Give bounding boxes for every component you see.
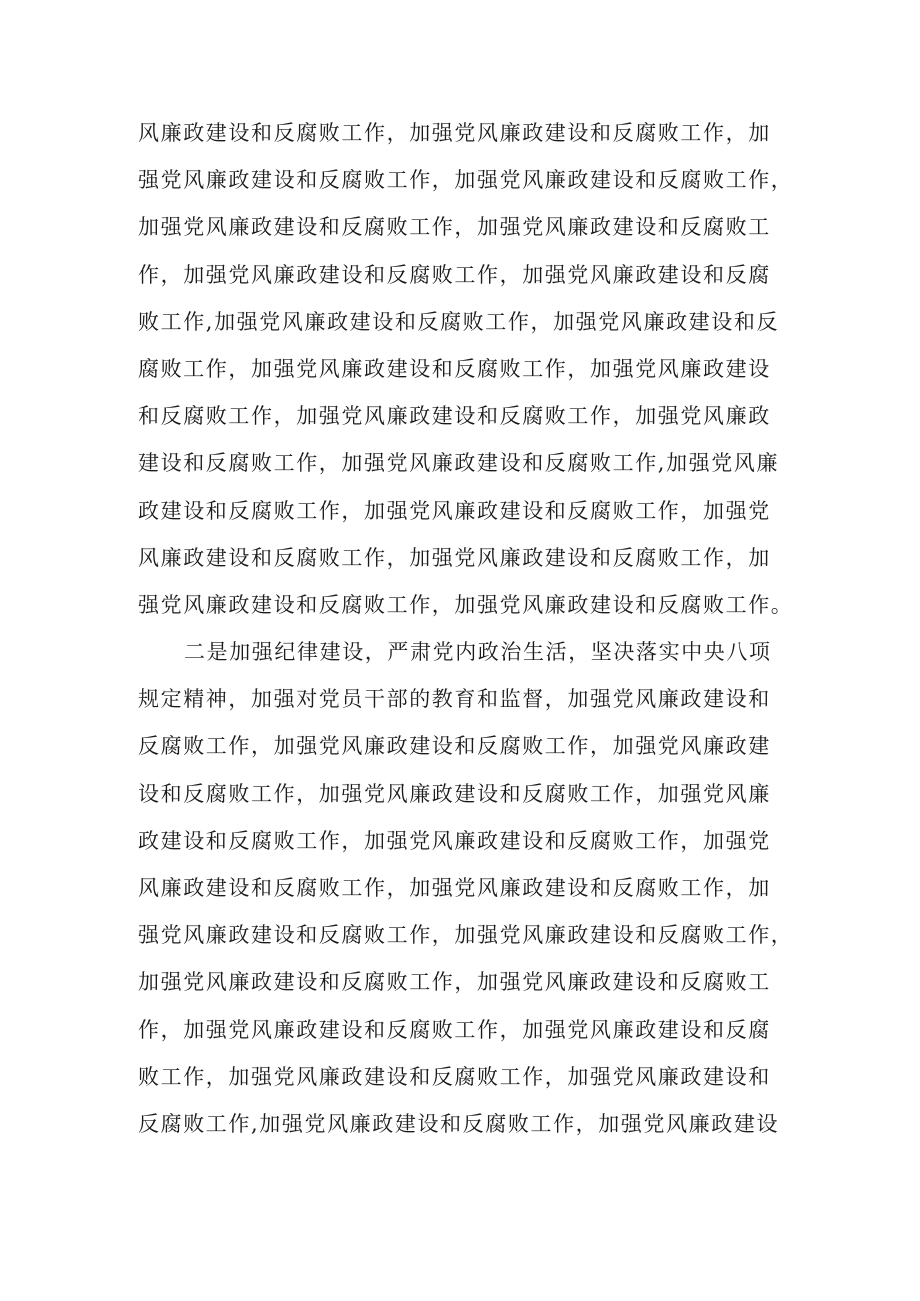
paragraph-line: 风廉政建设和反腐败工作，加强党风廉政建设和反腐败工作，加	[138, 876, 771, 900]
paragraph-line: 二是加强纪律建设，严肃党内政治生活，坚决落实中央八项	[184, 640, 772, 665]
paragraph-line: 作，加强党风廉政建设和反腐败工作，加强党风廉政建设和反腐	[138, 262, 771, 287]
paragraph-line: 政建设和反腐败工作，加强党风廉政建设和反腐败工作，加强党	[138, 498, 771, 523]
paragraph-line: 反腐败工作，加强党风廉政建设和反腐败工作，加强党风廉政建	[138, 734, 771, 759]
paragraph-line: 和反腐败工作，加强党风廉政建设和反腐败工作，加强党风廉政	[138, 404, 771, 429]
paragraph-line: 腐败工作，加强党风廉政建设和反腐败工作，加强党风廉政建设	[138, 356, 771, 381]
paragraph-line: 作，加强党风廉政建设和反腐败工作，加强党风廉政建设和反腐	[138, 1017, 771, 1042]
paragraph-line: 加强党风廉政建设和反腐败工作，加强党风廉政建设和反腐败工	[138, 215, 771, 240]
paragraph-line: 建设和反腐败工作，加强党风廉政建设和反腐败工作,加强党风廉	[138, 451, 780, 476]
paragraph-line: 风廉政建设和反腐败工作，加强党风廉政建设和反腐败工作，加	[138, 121, 771, 145]
paragraph-line: 败工作,加强党风廉政建设和反腐败工作，加强党风廉政建设和反	[138, 309, 780, 334]
paragraph-line: 规定精神，加强对党员干部的教育和监督，加强党风廉政建设和	[138, 687, 771, 712]
paragraph-line: 强党风廉政建设和反腐败工作，加强党风廉政建设和反腐败工作，	[138, 923, 794, 948]
paragraph-line: 设和反腐败工作，加强党风廉政建设和反腐败工作，加强党风廉	[138, 781, 771, 806]
paragraph-line: 强党风廉政建设和反腐败工作，加强党风廉政建设和反腐败工作，	[138, 168, 794, 193]
paragraph-line: 反腐败工作,加强党风廉政建设和反腐败工作，加强党风廉政建设	[138, 1111, 780, 1136]
paragraph-2	[138, 629, 818, 1148]
paragraph-line: 败工作，加强党风廉政建设和反腐败工作，加强党风廉政建设和	[138, 1064, 771, 1089]
paragraph-line: 风廉政建设和反腐败工作，加强党风廉政建设和反腐败工作，加	[138, 545, 771, 570]
paragraph-line: 政建设和反腐败工作，加强党风廉政建设和反腐败工作，加强党	[138, 828, 771, 853]
paragraph-line: 加强党风廉政建设和反腐败工作，加强党风廉政建设和反腐败工	[138, 970, 771, 995]
paragraph-1	[138, 110, 818, 629]
document-body	[138, 110, 818, 1148]
paragraph-line: 强党风廉政建设和反腐败工作，加强党风廉政建设和反腐败工作。	[138, 592, 794, 617]
